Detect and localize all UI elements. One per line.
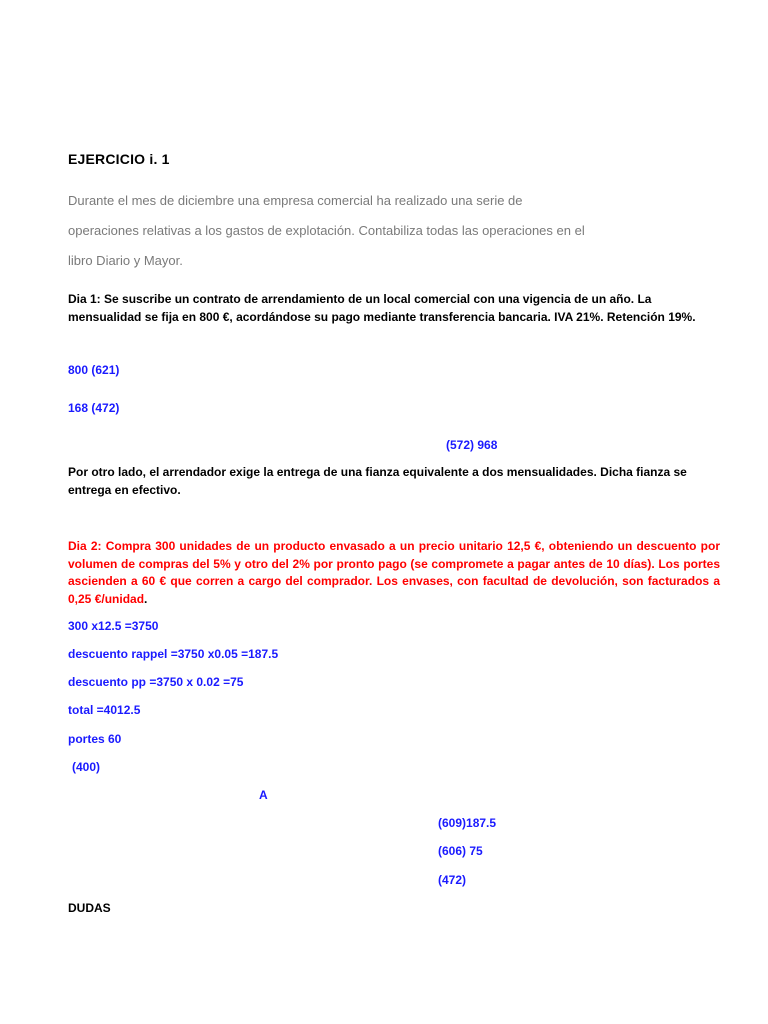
dia1-entry-621: 800 (621) (68, 363, 120, 377)
calc-pronto-pago: descuento pp =3750 x 0.02 =75 (68, 675, 244, 689)
intro-line-3: libro Diario y Mayor. (68, 253, 183, 268)
entry-400: (400) (72, 760, 101, 774)
entry-609: (609)187.5 (438, 816, 497, 830)
exercise-title: EJERCICIO i. 1 (68, 151, 170, 167)
dia2-trailing-dot: . (144, 591, 148, 606)
dia2-statement (68, 538, 720, 608)
intro-line-2: operaciones relativas a los gastos de explotación. Contabiliza todas las operaciones en el (68, 223, 585, 238)
dia1-statement: Dia 1: Se suscribe un contrato de arrendamiento de un local comercial con una vigencia de un año. La mensualidad se fija en 800 €, acordándose su pago mediante transferencia bancaria. IVA 21%. Retención 19%. (68, 292, 696, 324)
calc-rappel: descuento rappel =3750 x0.05 =187.5 (68, 647, 279, 661)
dudas-heading: DUDAS (68, 901, 111, 915)
dia1-entry-572: (572) 968 (446, 438, 498, 452)
intro-line-1: Durante el mes de diciembre una empresa comercial ha realizado una serie de (68, 193, 523, 208)
calc-total: total =4012.5 (68, 703, 141, 717)
dia2-text: Dia 2: Compra 300 unidades de un producto envasado a un precio unitario 12,5 €, obteniendo un descuento por volumen de compras del 5% y otro del 2% por pronto pago (se compromete a pagar antes de 10 días). Los portes ascienden a 60 € que corren a cargo del comprador. Los envases, con facultad de devolución, son facturados a 0,25 €/unidad (68, 539, 720, 606)
entry-a-separator: A (259, 788, 268, 802)
fianza-statement: Por otro lado, el arrendador exige la entrega de una fianza equivalente a dos mensualidades. Dicha fianza se entrega en efectivo. (68, 465, 687, 497)
calc-portes: portes 60 (68, 732, 122, 746)
calc-unit-total: 300 x12.5 =3750 (68, 619, 159, 633)
entry-472: (472) (438, 873, 467, 887)
entry-606: (606) 75 (438, 844, 483, 858)
dia1-entry-472: 168 (472) (68, 401, 120, 415)
